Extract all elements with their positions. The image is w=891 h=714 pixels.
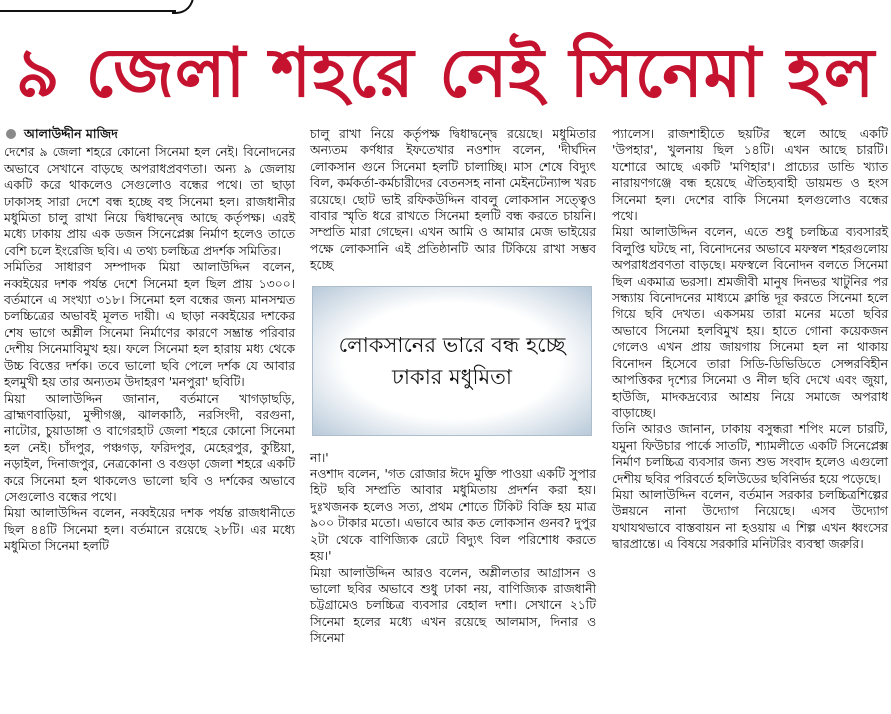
headline: ৯ জেলা শহরে নেই সিনেমা হল [15, 34, 876, 113]
byline-author: আলাউদ্দীন মাজিদ [24, 126, 118, 141]
paragraph: সমিতির সাধারণ সম্পাদক মিয়া আলাউদ্দিন বলেন, নব্বইয়ের দশক পর্যন্ত দেশে সিনেমা হল ছিল প্রায় ১৩০০। বর্তমানে এ সংখ্যা ৩১৮। সিনেমা হল বন্ধের জন্য মানসম্মত চলচ্চিত্রের অভাবই মূলত দায়ী। এ ছাড়া নব্বইয়ের দশকের শেষ ভাগে অশ্লীল সিনেমা নির্মাণের কারণে সম্ভ্রান্ত পরিবার দেশীয় সিনেমাবিমুখ হয়। ফলে সিনেমা হল হারায় মধ্য থেকে উচ্চ বিত্তের দর্শক। তবে ভালো ছবি পেলে দর্শক যে আবার হলমুখী হয় তার অন্যতম উদাহরণ 'মনপুরা' ছবিটি। [4, 260, 295, 390]
paragraph: প্যালেস। রাজশাহীতে ছয়টির স্থলে আছে একটি 'উপহার', খুলনায় ছিল ১৪টি। এখন আছে চারটি। যশোরে আছে একটি 'মণিহার'। প্রাচ্যের ডান্ডি খ্যাত নারায়ণগঞ্জে বন্ধ হয়েছে ঐতিহ্যবাহী ডায়মন্ড ও হংস সিনেমা হল। দেশের বাকি সিনেমা হলগুলোও বন্ধের পথে। [612, 127, 888, 224]
paragraph: মিয়া আলাউদ্দিন আরও বলেন, অশ্লীলতার আগ্রাসন ও ভালো ছবির অভাবে শুধু ঢাকা নয়, বাণিজ্যিক রাজধানী চট্টগ্রামেও চলচ্চিত্র ব্যবসার বেহাল দশা। সেখানে ২১টি সিনেমা হলের মধ্যে এখন রয়েছে আলমাস, দিনার ও সিনেমা [310, 565, 596, 646]
bullet-dot-icon [6, 129, 16, 139]
top-rule-line [0, 10, 176, 12]
article-column-1 [4, 126, 295, 555]
top-rule [0, 0, 891, 14]
paragraph: মিয়া আলাউদ্দিন বলেন, নব্বইয়ের দশক পর্যন্ত রাজধানীতে ছিল ৪৪টি সিনেমা হল। বর্তমানে রয়েছে ২৮টি। এর মধ্যে মধুমিতা সিনেমা হলটি [4, 506, 295, 554]
byline [4, 126, 295, 142]
pull-quote-box [312, 286, 592, 436]
paragraph: তিনি আরও জানান, ঢাকায় বসুন্ধরা শপিং মলে চারটি, যমুনা ফিউচার পার্কে সাতটি, শ্যামলীতে একটি সিনেপ্লেক্স নির্মাণ চলচ্চিত্র ব্যবসার জন্য শুভ সংবাদ হলেও এগুলো দেশীয় ছবির পরিবর্তে হলিউডের ছবিনির্ভর হয়ে পড়েছে। [612, 422, 888, 486]
paragraph: নওশাদ বলেন, 'গত রোজার ঈদে মুক্তি পাওয়া একটি সুপার হিট ছবি সম্প্রতি আবার মধুমিতায় প্রদর্শন করা হয়। দুঃখজনক হলেও সত্য, প্রথম শোতে টিকিট বিক্রি হয় মাত্র ৯০০ টাকার মতো। এভাবে আর কত লোকসান গুনব? দুপুর ২টা থেকে বাণিজ্যিক রেটে বিদ্যুৎ বিল পরিশোধ করতে হয়।' [310, 467, 596, 564]
article-column-3 [612, 126, 888, 553]
paragraph: মিয়া আলাউদ্দিন বলেন, বর্তমান সরকার চলচ্চিত্রশিল্পের উন্নয়নে নানা উদ্যোগ নিয়েছে। এসব উদ্যোগ যথাযথভাবে বাস্তবায়ন না হওয়ায় এ শিল্প এখন ধ্বংসের দ্বারপ্রান্তে। এ বিষয়ে সরকারি মনিটরিং ব্যবস্থা জরুরি। [612, 487, 888, 552]
paragraph: চালু রাখা নিয়ে কর্তৃপক্ষ দ্বিধাদ্বন্দ্বে রয়েছে। মধুমিতার অন্যতম কর্ণধার ইফতেখার নওশাদ বলেন, 'দীর্ঘদিন লোকসান গুনে সিনেমা হলটি চালাচ্ছি। মাস শেষে বিদ্যুৎ বিল, কর্মকর্তা-কর্মচারীদের বেতনসহ নানা মেইনটেন্যান্স খরচ রয়েছে। ছোট ভাই রফিকউদ্দিন বাবলু লোকসান সত্ত্বেও বাবার স্মৃতি ধরে রাখতে সিনেমা হলটি বন্ধ করতে চায়নি। সম্প্রতি মারা গেছেন। এখন আমি ও আমার মেজ ভাইয়ের পক্ষে লোকসানি এই প্রতিষ্ঠানটি আর টিকিয়ে রাখা সম্ভব হচ্ছে [310, 127, 596, 273]
top-rule-curve [172, 0, 194, 14]
paragraph: মিয়া আলাউদ্দিন জানান, বর্তমানে খাগড়াছড়ি, ব্রাহ্মণবাড়িয়া, মুন্সীগঞ্জ, ঝালকাঠি, নরসিংদী, বরগুনা, নাটোর, চুয়াডাঙ্গা ও বাগেরহাট জেলা শহরে কোনো সিনেমা হল নেই। চাঁদপুর, পঞ্চগড়, ফরিদপুর, মেহেরপুর, কুষ্টিয়া, নড়াইল, দিনাজপুর, নেত্রকোনা ও বগুড়া জেলা শহরে একটি করে সিনেমা হল থাকলেও ভালো ছবি ও দর্শকের অভাবে সেগুলোও বন্ধের পথে। [4, 391, 295, 504]
paragraph: দেশের ৯ জেলা শহরে কোনো সিনেমা হল নেই। বিনোদনের অভাবে সেখানে বাড়ছে অপরাধপ্রবণতা। অন্য ৯ জেলায় একটি করে থাকলেও সেগুলোও বন্ধের পথে। তা ছাড়া ঢাকাসহ সারা দেশে বন্ধ হচ্ছে বহু সিনেমা হল। রাজধানীর মধুমিতা চালু রাখা নিয়ে দ্বিধাদ্বন্দ্বে আছে কর্তৃপক্ষ। এরই মধ্যে ঢাকায় প্রায় এক ডজন সিনেপ্লেক্স নির্মাণ হলেও তাতে বেশি চলে ইংরেজি ছবি। এ তথ্য চলচ্চিত্র প্রদর্শক সমিতির। [4, 145, 295, 258]
paragraph: মিয়া আলাউদ্দিন বলেন, এতে শুধু চলচ্চিত্র ব্যবসারই বিলুপ্তি ঘটছে না, বিনোদনের অভাবে মফস্বল শহরগুলোয় অপরাধপ্রবণতা বাড়ছে। মফস্বলে বিনোদন বলতে সিনেমা ছিল একমাত্র ভরসা। শ্রমজীবী মানুষ দিনভর খাটুনির পর সন্ধ্যায় বিনোদনের মাধ্যমে ক্লান্তি দূর করতে সিনেমা হলে গিয়ে ছবি দেখত। একসময় তারা মনের মতো ছবির অভাবে সিনেমা হলবিমুখ হয়। হাতে গোনা কয়েকজন গেলেও এখন প্রায় জায়গায় সিনেমা হল না থাকায় বিনোদন হিসেবে তারা সিডি-ডিভিডিতে সেন্সরবিহীন আপত্তিকর দৃশ্যের সিনেমা ও নীল ছবি দেখে এবং জুয়া, হাউজি, মাদকদ্রব্যের আশ্রয় নিয়ে সমাজে অপরাধ বাড়াচ্ছে। [612, 225, 888, 420]
pull-quote-text: লোকসানের ভারে বন্ধ হচ্ছে ঢাকার মধুমিতা [338, 332, 566, 389]
article-column-2 [310, 126, 596, 647]
paragraph: না।' [310, 450, 329, 465]
